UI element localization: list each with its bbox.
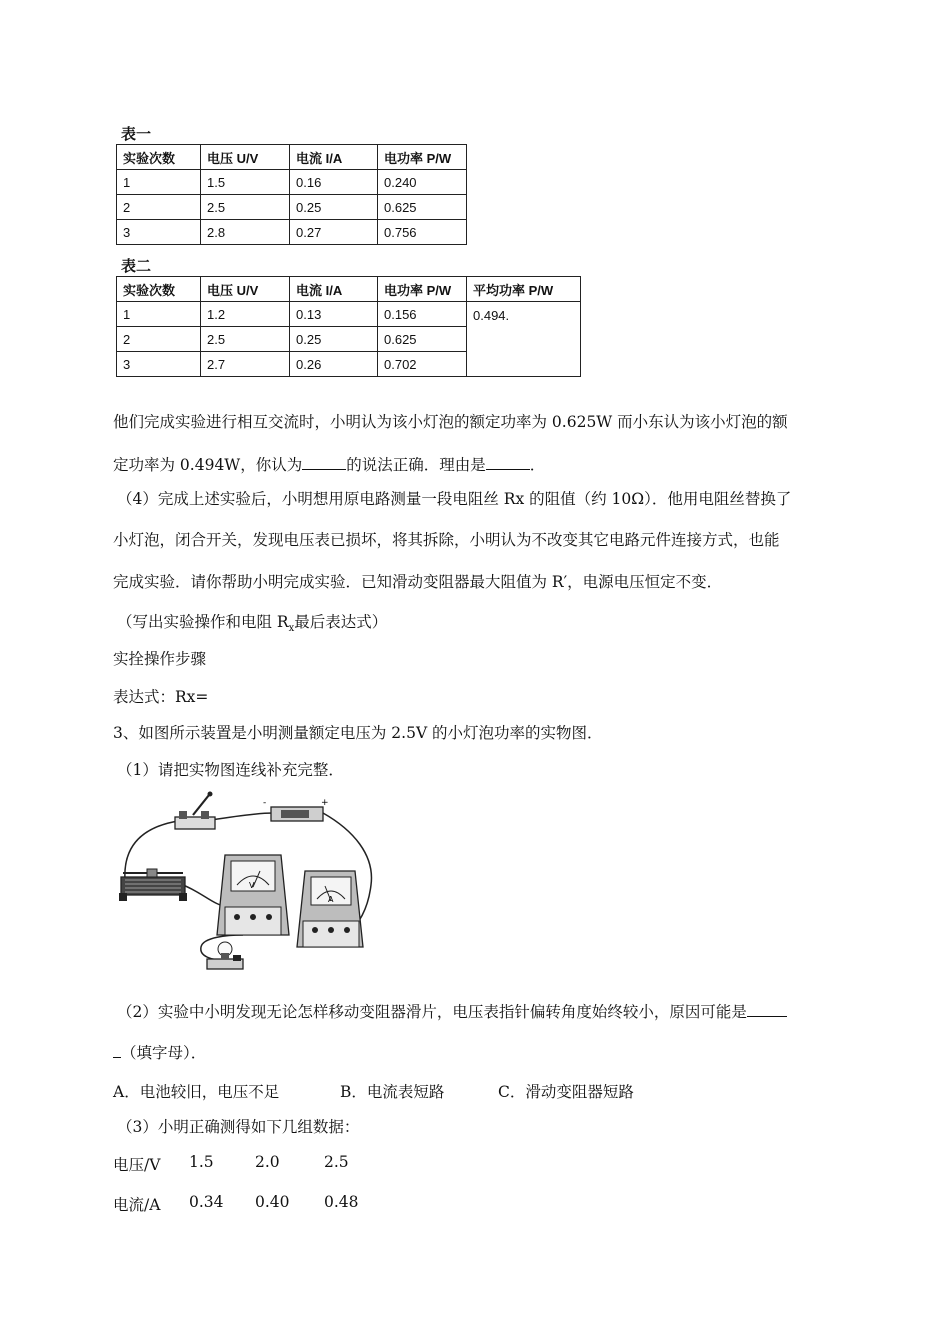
table-cell: 2.5 [201, 327, 290, 352]
answer-blank[interactable] [113, 1043, 121, 1058]
question3-part1: （1）请把实物图连线补充完整． [117, 761, 344, 779]
answer-blank[interactable] [302, 455, 346, 470]
circuit-figure [113, 785, 383, 980]
question4-line-2: 小灯泡，闭合开关，发现电压表已损坏，将其拆除，小明认为不改变其它电路元件连接方式，也能 [113, 531, 780, 549]
voltage-label: 电压/V [113, 1156, 161, 1174]
ammeter-letter: A [328, 895, 334, 904]
table-cell: 0.26 [290, 352, 378, 377]
question3-title: 3、如图所示装置是小明测量额定电压为 2.5V 的小灯泡功率的实物图． [113, 724, 603, 742]
table-cell: 0.25 [290, 195, 378, 220]
switch-icon [175, 792, 215, 830]
table-cell: 0.756 [378, 220, 467, 245]
question4-line-3: 完成实验．请你帮助小明完成实验．已知滑动变阻器最大阻值为 R′，电源电压恒定不变． [113, 573, 723, 591]
rheostat-icon [119, 869, 187, 901]
table2-header: 电压 U/V [201, 277, 290, 302]
table1-header: 电功率 P/W [378, 145, 467, 170]
voltage-value: 2.5 [324, 1153, 349, 1171]
voltage-value: 2.0 [255, 1153, 280, 1171]
voltmeter-icon [217, 855, 289, 935]
table-cell: 2.8 [201, 220, 290, 245]
svg-text:+: + [321, 798, 329, 808]
answer-blank[interactable] [486, 455, 530, 470]
table-cell: 0.16 [290, 170, 378, 195]
table-cell: 0.702 [378, 352, 467, 377]
table-cell: 0.625 [378, 327, 467, 352]
ammeter-icon [297, 871, 363, 947]
table2-caption: 表二 [121, 257, 152, 275]
question3-part3: （3）小明正确测得如下几组数据： [117, 1118, 360, 1136]
table1-header: 电压 U/V [201, 145, 290, 170]
table-row [117, 220, 467, 245]
table-cell: 2 [117, 327, 201, 352]
table-cell: 1.2 [201, 302, 290, 327]
current-label: 电流/A [113, 1196, 161, 1214]
table-cell: 0.13 [290, 302, 378, 327]
question3-part2-line-1 [117, 999, 847, 1025]
table-cell: 1.5 [201, 170, 290, 195]
lamp-icon [207, 942, 243, 969]
table-row [117, 170, 467, 195]
table-row [117, 195, 467, 220]
table1 [116, 144, 467, 245]
text-fragment: （填字母）． [121, 1044, 207, 1062]
table-cell: 1 [117, 170, 201, 195]
voltage-value: 1.5 [189, 1153, 214, 1171]
text-fragment: 最后表达式） [294, 613, 388, 631]
table-cell: 0.156 [378, 302, 467, 327]
discussion-line-2 [113, 452, 843, 478]
table1-header: 实验次数 [117, 145, 201, 170]
question4-note [117, 609, 847, 642]
table2-header: 电功率 P/W [378, 277, 467, 302]
table-cell: 2.5 [201, 195, 290, 220]
table-cell: 3 [117, 352, 201, 377]
table-cell: 2 [117, 195, 201, 220]
answer-blank[interactable] [747, 1002, 787, 1017]
table-row [117, 302, 581, 327]
table-cell: 0.25 [290, 327, 378, 352]
table-cell: 0.625 [378, 195, 467, 220]
table1-header: 电流 I/A [290, 145, 378, 170]
steps-label: 实拴操作步骤 [113, 650, 207, 668]
text-fragment: （2）实验中小明发现无论怎样移动变阻器滑片，电压表指针偏转角度始终较小，原因可能是 [117, 1003, 747, 1021]
subscript-x: x [288, 623, 295, 635]
option-a: A．电池较旧，电压不足 [113, 1083, 280, 1101]
discussion-line-1: 他们完成实验进行相互交流时，小明认为该小灯泡的额定功率为 0.625W 而小东认为该小灯泡的额 [113, 413, 788, 431]
text-fragment: 的说法正确．理由是 [346, 456, 486, 474]
current-value: 0.34 [189, 1193, 224, 1211]
table2 [116, 276, 581, 377]
option-b: B．电流表短路 [340, 1083, 445, 1101]
table-cell: 2.7 [201, 352, 290, 377]
wire [211, 813, 273, 820]
svg-text:-: - [263, 798, 267, 808]
question4-line-1: （4）完成上述实验后，小明想用原电路测量一段电阻丝 Rx 的阻值（约 10Ω）．他用电阻丝替换了 [117, 490, 792, 508]
text-fragment: 定功率为 0.494W，你认为 [113, 456, 303, 474]
table-cell: 0.27 [290, 220, 378, 245]
battery-icon [263, 798, 329, 821]
current-value: 0.48 [324, 1193, 359, 1211]
table-cell: 0.240 [378, 170, 467, 195]
table2-header: 实验次数 [117, 277, 201, 302]
table1-caption: 表一 [121, 125, 152, 143]
table2-header: 平均功率 P/W [467, 277, 581, 302]
expression-label: 表达式：Rx= [113, 688, 209, 706]
table2-header: 电流 I/A [290, 277, 378, 302]
text-fragment: （写出实验操作和电阻 R [117, 613, 289, 631]
table-cell: 3 [117, 220, 201, 245]
voltmeter-letter: V [249, 881, 255, 890]
option-c: C．滑动变阻器短路 [498, 1083, 634, 1101]
current-value: 0.40 [255, 1193, 290, 1211]
text-fragment: ． [529, 456, 546, 474]
question3-part2-line-2 [113, 1040, 843, 1066]
table-cell: 1 [117, 302, 201, 327]
average-power-cell: 0.494. [467, 302, 581, 377]
